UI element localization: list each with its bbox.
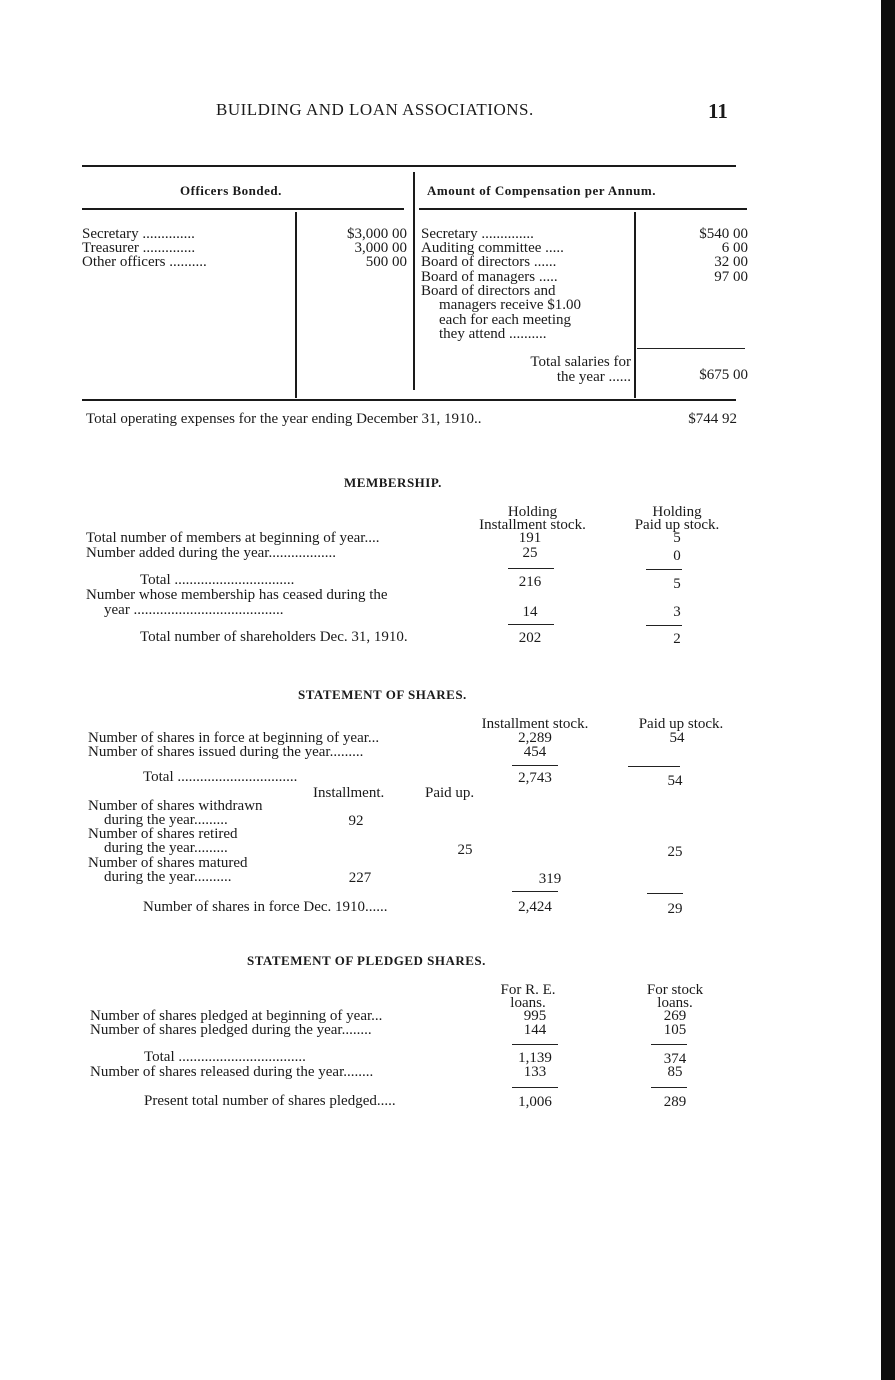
total-salaries-label: the year ......	[556, 369, 631, 385]
membership-value: 216	[518, 574, 542, 590]
shares-row-label: Number of shares in force Dec. 1910......	[143, 899, 388, 915]
pledged-row-label: Present total number of shares pledged.....	[144, 1093, 396, 1109]
pledged-value: 995	[523, 1008, 547, 1024]
pledged-value: 105	[663, 1022, 687, 1038]
membership-row-label: Number added during the year..................	[86, 545, 336, 561]
bonded-amount: 3,000 00	[354, 240, 407, 256]
board-note-line: Board of directors and	[421, 283, 556, 299]
pledged-row-label: Number of shares pledged during the year........	[90, 1022, 372, 1038]
shares-row-label: Number of shares retired	[88, 826, 238, 842]
shares-value: 2,424	[518, 899, 552, 915]
bonded-label: Treasurer ..............	[82, 240, 196, 256]
shares-row-label: Number of shares in force at beginning of year...	[88, 730, 380, 746]
shares-value: 25	[667, 844, 683, 860]
shares-value: 29	[667, 901, 683, 917]
membership-value: 3	[673, 604, 681, 620]
compensation-amount: 6 00	[721, 240, 748, 256]
column-header: For R. E.	[500, 982, 556, 998]
pledged-row-label: Number of shares pledged at beginning of year...	[90, 1008, 383, 1024]
operating-expenses-label: Total operating expenses for the year ending December 31, 1910..	[86, 411, 482, 427]
membership-value: 14	[522, 604, 538, 620]
membership-value: 0	[673, 548, 681, 564]
page-number: 11	[708, 99, 728, 123]
board-note-line: managers receive $1.00	[439, 297, 582, 313]
total-salaries-amount: $675 00	[699, 367, 748, 383]
pledged-value: 133	[523, 1064, 547, 1080]
column-header: Holding	[507, 504, 558, 520]
column-header: loans.	[510, 995, 546, 1011]
bonded-label: Other officers ..........	[82, 254, 207, 270]
compensation-label: Board of managers .....	[421, 269, 558, 285]
shares-paidup-value: 25	[457, 842, 473, 858]
column-header: Paid up stock.	[638, 716, 724, 732]
bonded-amount: $3,000 00	[347, 226, 407, 242]
pledged-title: STATEMENT OF PLEDGED SHARES.	[247, 953, 486, 968]
pledged-value: 85	[667, 1064, 683, 1080]
shares-row-label: during the year..........	[104, 869, 232, 885]
shares-value: 319	[538, 871, 562, 887]
shares-row-label: Number of shares issued during the year.........	[88, 744, 364, 760]
membership-row-label: Total number of members at beginning of year....	[86, 530, 380, 546]
shares-value: 454	[523, 744, 547, 760]
membership-row-label: Number whose membership has ceased during the	[86, 587, 388, 603]
shares-installment-value: 227	[348, 870, 372, 886]
membership-value: 202	[518, 630, 542, 646]
scan-edge	[881, 0, 895, 1380]
pledged-row-label: Number of shares released during the year........	[90, 1064, 374, 1080]
officers-bonded-heading: Officers Bonded.	[180, 183, 282, 198]
membership-title: MEMBERSHIP.	[344, 475, 442, 490]
shares-title: STATEMENT OF SHARES.	[298, 687, 467, 702]
column-header: Holding	[652, 504, 702, 520]
shares-installment-value: 92	[348, 813, 364, 829]
membership-value: 5	[673, 530, 681, 546]
pledged-value: 1,006	[518, 1094, 552, 1110]
pledged-value: 269	[663, 1008, 687, 1024]
pledged-value: 289	[663, 1094, 687, 1110]
bonded-amount: 500 00	[365, 254, 407, 270]
membership-row-label: Total ................................	[140, 572, 295, 588]
shares-value: 54	[667, 773, 683, 789]
bonded-label: Secretary ..............	[82, 226, 195, 242]
shares-row-label: Number of shares matured	[88, 855, 248, 871]
shares-row-label: Number of shares withdrawn	[88, 798, 263, 814]
membership-value: 25	[522, 545, 538, 561]
pledged-value: 1,139	[518, 1050, 552, 1066]
total-salaries-label: Total salaries for	[530, 354, 631, 370]
column-header: loans.	[657, 995, 693, 1011]
compensation-amount: $540 00	[699, 226, 748, 242]
column-header: Installment stock.	[481, 716, 589, 732]
pledged-value: 374	[663, 1051, 687, 1067]
board-note-line: each for each meeting	[439, 312, 572, 328]
membership-value: 2	[673, 631, 681, 647]
sub-column-header: Paid up.	[425, 785, 475, 801]
board-note-line: they attend ..........	[439, 326, 547, 342]
shares-row-label: Total ................................	[143, 769, 298, 785]
compensation-amount: 32 00	[714, 254, 748, 270]
shares-row-label: during the year.........	[104, 812, 228, 828]
column-header: Paid up stock.	[634, 517, 720, 533]
shares-row-label: during the year.........	[104, 840, 228, 856]
shares-value: 2,289	[518, 730, 552, 746]
operating-expenses-amount: $744 92	[688, 411, 737, 427]
membership-value: 5	[673, 576, 681, 592]
column-header: Installment stock.	[479, 517, 586, 533]
compensation-label: Secretary ..............	[421, 226, 534, 242]
sub-column-header: Installment.	[313, 785, 385, 801]
membership-row-label: Total number of shareholders Dec. 31, 1910.	[140, 629, 408, 645]
running-title: BUILDING AND LOAN ASSOCIATIONS.	[216, 100, 534, 119]
membership-row-label: year ........................................	[104, 602, 284, 618]
membership-value: 191	[518, 530, 542, 546]
compensation-heading: Amount of Compensation per Annum.	[427, 183, 656, 198]
pledged-value: 144	[523, 1022, 547, 1038]
compensation-amount: 97 00	[714, 269, 748, 285]
compensation-label: Board of directors ......	[421, 254, 557, 270]
shares-value: 2,743	[518, 770, 552, 786]
shares-value: 54	[669, 730, 685, 746]
column-header: For stock	[646, 982, 704, 998]
pledged-row-label: Total ..................................	[144, 1049, 306, 1065]
compensation-label: Auditing committee .....	[421, 240, 564, 256]
